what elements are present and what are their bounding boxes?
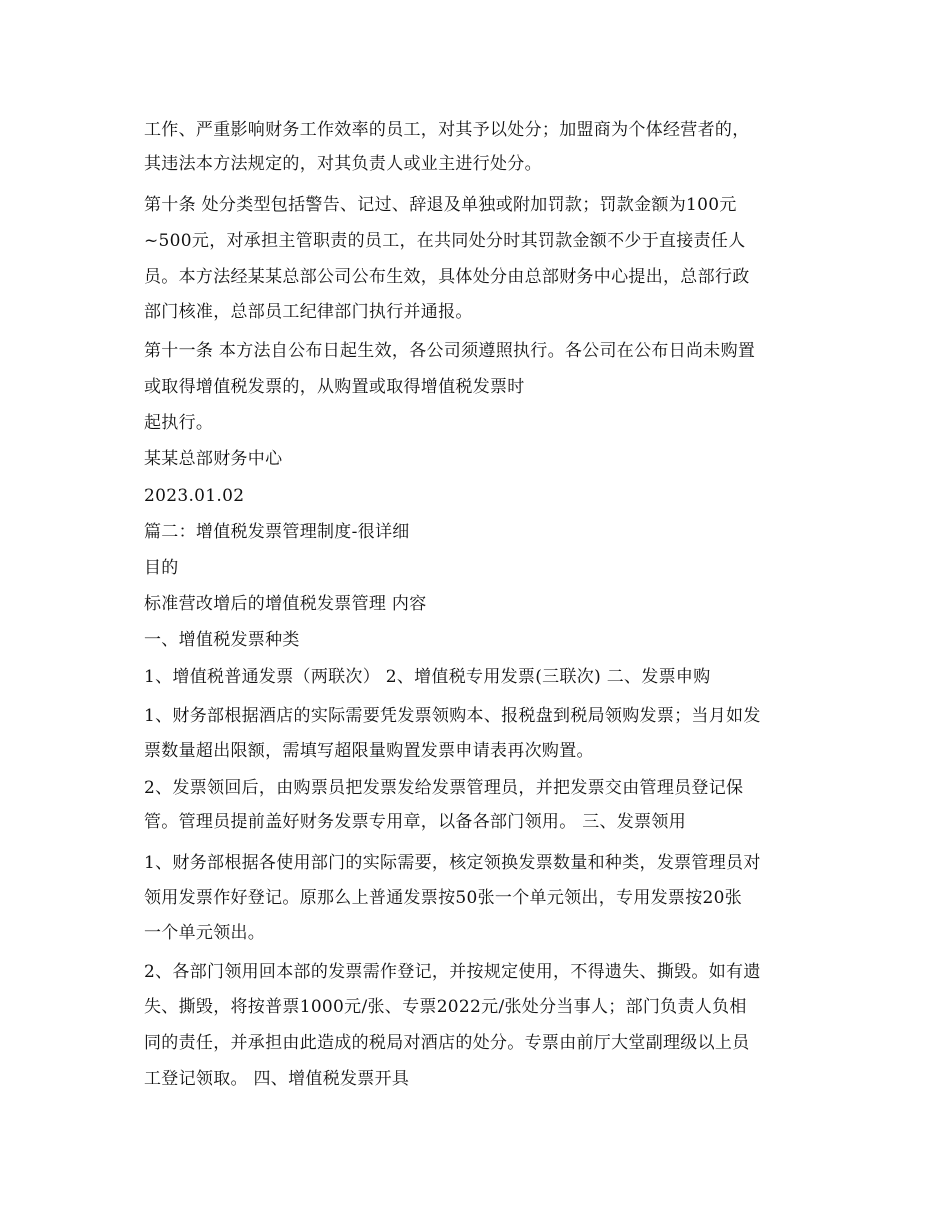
text-line: 管。管理员提前盖好财务发票专用章，以备各部门领用。 三、发票领用 xyxy=(144,812,687,832)
signature-org: 某某总部财务中心 xyxy=(144,449,283,469)
text-line: 第十条 处分类型包括警告、记过、辞退及单独或附加罚款；罚款金额为100元 xyxy=(144,195,737,215)
text-line: 工作、严重影响财务工作效率的员工，对其予以处分；加盟商为个体经营者的， xyxy=(144,120,750,140)
text-line: ~500元，对承担主管职责的员工，在共同处分时其罚款金额不少于直接责任人 xyxy=(144,231,746,251)
text-line: 第十一条 本方法自公布日起生效，各公司须遵照执行。各公司在公布日尚未购置 xyxy=(144,341,756,361)
text-line: 2、各部门领用回本部的发票需作登记，并按规定使用，不得遗失、撕毁。如有遗 xyxy=(144,962,761,982)
text-line: 失、撕毁，将按普票1000元/张、专票2022元/张处分当事人；部门负责人负相 xyxy=(144,997,747,1017)
text-line: 工登记领取。 四、增值税发票开具 xyxy=(144,1069,410,1089)
text-line: 或取得增值税发票的，从购置或取得增值税发票时 xyxy=(144,377,525,397)
text-line: 员。本方法经某某总部公司公布生效，具体处分由总部财务中心提出，总部行政 xyxy=(144,267,750,287)
text-line: 部门核准，总部员工纪律部门执行并通报。 xyxy=(144,302,473,322)
signature-date: 2023.01.02 xyxy=(144,486,245,506)
text-line: 标准营改增后的增值税发票管理 内容 xyxy=(144,594,427,614)
text-line: 1、财务部根据各使用部门的实际需要，核定领换发票数量和种类，发票管理员对 xyxy=(144,853,761,873)
heading-purpose: 目的 xyxy=(144,558,179,578)
text-line: 领用发票作好登记。原那么上普通发票按50张一个单元领出，专用发票按20张 xyxy=(144,888,743,908)
text-line: 一个单元领出。 xyxy=(144,923,266,943)
text-line: 1、财务部根据酒店的实际需要凭发票领购本、报税盘到税局领购发票；当月如发 xyxy=(144,706,761,726)
section-title: 篇二：增值税发票管理制度-很详细 xyxy=(144,522,410,542)
text-line: 2、发票领回后，由购票员把发票发给发票管理员，并把发票交由管理员登记保 xyxy=(144,778,744,798)
text-line: 同的责任，并承担由此造成的税局对酒店的处分。专票由前厅大堂副理级以上员 xyxy=(144,1033,750,1053)
text-line: 1、增值税普通发票（两联次） 2、增值税专用发票(三联次) 二、发票申购 xyxy=(144,667,711,687)
heading-invoice-types: 一、增值税发票种类 xyxy=(144,630,300,650)
text-line: 票数量超出限额，需填写超限量购置发票申请表再次购置。 xyxy=(144,741,594,761)
text-line: 起执行。 xyxy=(144,413,214,433)
text-line: 其违法本方法规定的，对其负责人或业主进行处分。 xyxy=(144,154,542,174)
